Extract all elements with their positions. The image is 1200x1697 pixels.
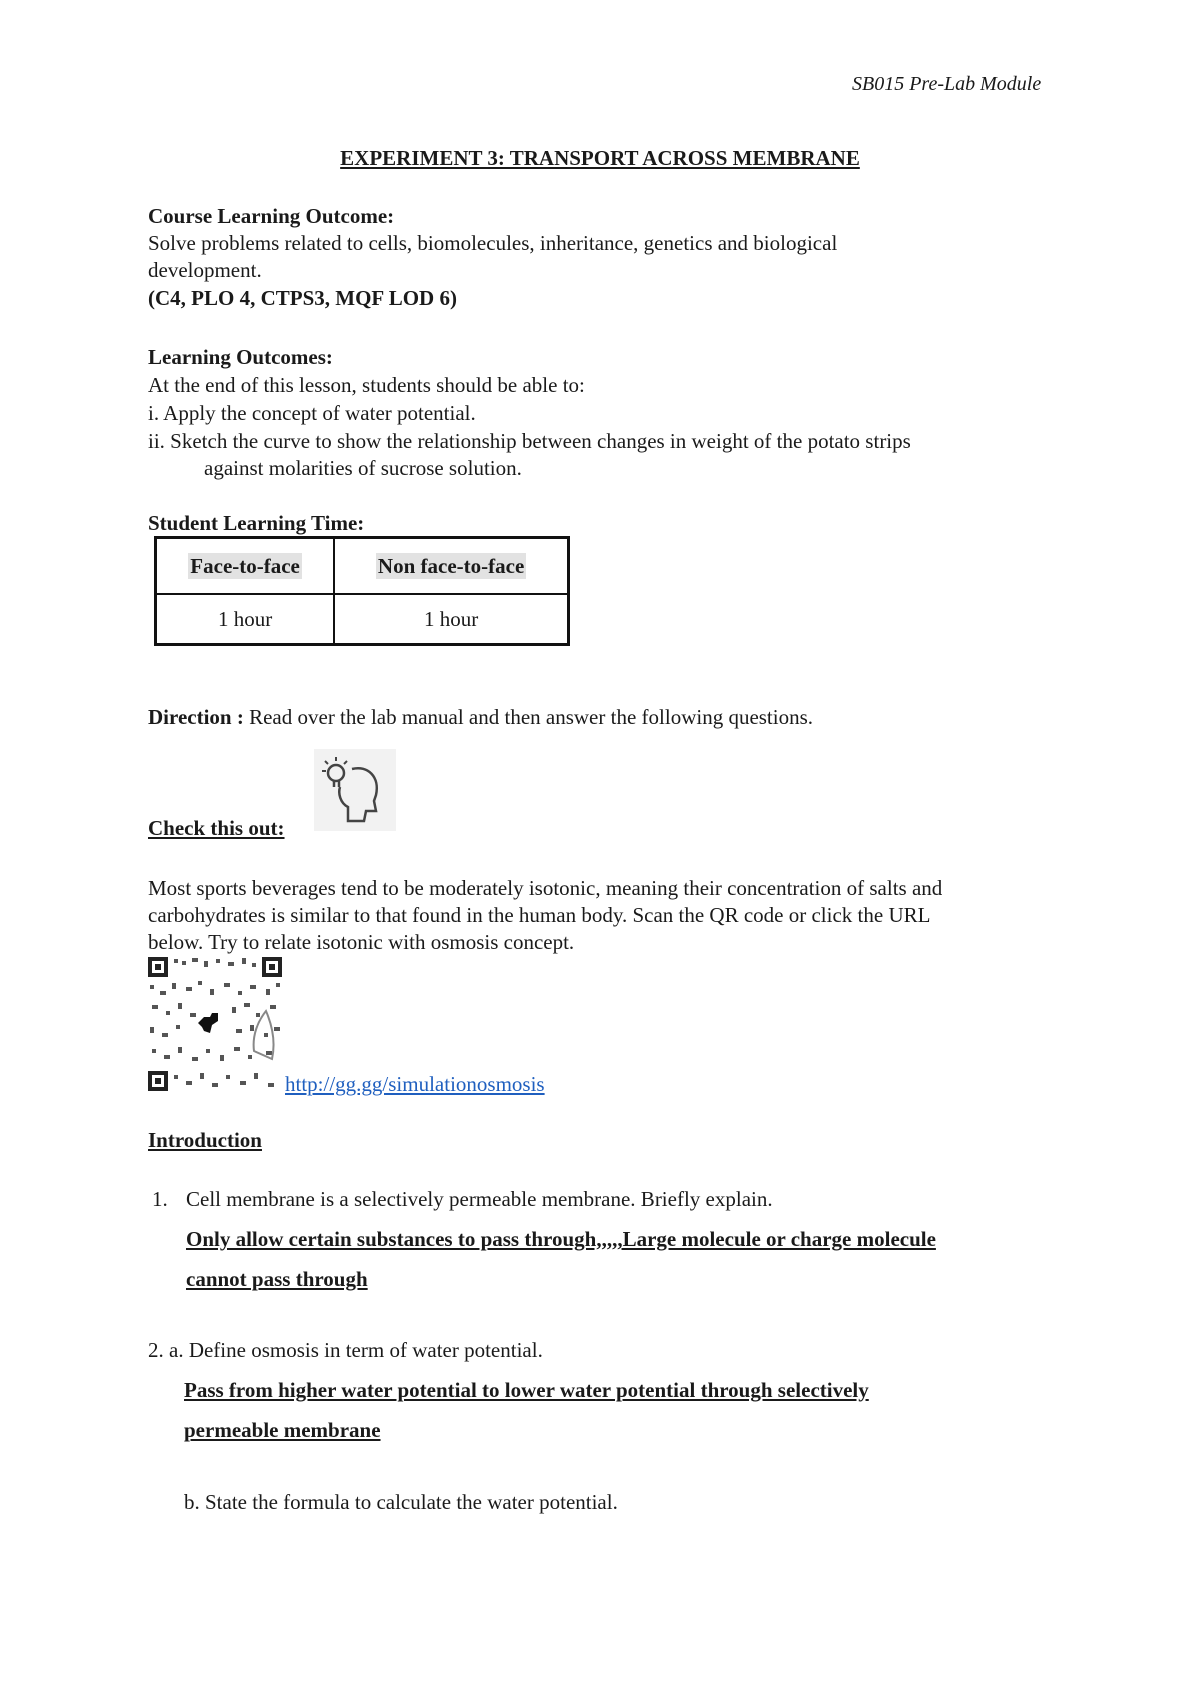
lo-intro: At the end of this lesson, students should be able to:	[148, 373, 585, 397]
lightbulb-head-svg	[314, 749, 396, 831]
check-para-line3: below. Try to relate isotonic with osmosis concept.	[148, 930, 575, 954]
slt-header-row	[156, 538, 569, 595]
slt-col1-value: 1 hour	[156, 594, 335, 645]
lo-heading: Learning Outcomes:	[148, 345, 333, 369]
lo-item-1: i. Apply the concept of water potential.	[148, 401, 476, 425]
a1-line2: cannot pass through	[186, 1267, 368, 1291]
clo-heading: Course Learning Outcome:	[148, 204, 395, 228]
q2b-text: b. State the formula to calculate the water potential.	[184, 1490, 618, 1514]
slt-heading: Student Learning Time:	[148, 511, 365, 535]
q1-number: 1.	[152, 1187, 168, 1211]
qr-code-svg	[146, 955, 284, 1093]
page-title: EXPERIMENT 3: TRANSPORT ACROSS MEMBRANE	[340, 146, 860, 170]
direction-line	[148, 705, 813, 730]
a2-line2: permeable membrane	[184, 1418, 381, 1442]
slt-col2-header: Non face-to-face	[377, 553, 525, 578]
page-header: SB015 Pre-Lab Module	[852, 73, 1042, 95]
direction-label: Direction :	[148, 705, 244, 729]
q2a-text: 2. a. Define osmosis in term of water potential.	[148, 1338, 543, 1362]
slt-table	[154, 536, 570, 646]
q1-text: Cell membrane is a selectively permeable membrane. Briefly explain.	[186, 1187, 773, 1211]
lo-item-2-line2: against molarities of sucrose solution.	[204, 456, 522, 480]
direction-text: Read over the lab manual and then answer the following questions.	[243, 705, 814, 729]
clo-text-line1: Solve problems related to cells, biomolecules, inheritance, genetics and biological	[148, 231, 838, 255]
slt-value-row	[156, 594, 569, 645]
simulation-link[interactable]: http://gg.gg/simulationosmosis	[285, 1072, 545, 1096]
slt-col1-header-cell	[156, 538, 335, 595]
a2-line1: Pass from higher water potential to lower water potential through selectively	[184, 1378, 869, 1402]
slt-col2-header-cell	[334, 538, 568, 595]
check-para-line1: Most sports beverages tend to be moderately isotonic, meaning their concentration of salts and	[148, 876, 943, 900]
lightbulb-head-icon	[314, 749, 396, 831]
qr-code[interactable]	[146, 955, 284, 1093]
slt-col2-value: 1 hour	[334, 594, 568, 645]
a1-line1: Only allow certain substances to pass through,,,,,Large molecule or charge molecule	[186, 1227, 936, 1251]
check-heading: Check this out:	[148, 816, 285, 840]
slt-col1-header: Face-to-face	[190, 553, 300, 578]
clo-text-line2: development.	[148, 258, 262, 282]
intro-heading: Introduction	[148, 1128, 262, 1152]
check-para-line2: carbohydrates is similar to that found in the human body. Scan the QR code or click the URL	[148, 903, 931, 927]
lo-item-2-line1: ii. Sketch the curve to show the relationship between changes in weight of the potato strips	[148, 429, 911, 453]
clo-codes: (C4, PLO 4, CTPS3, MQF LOD 6)	[148, 286, 457, 310]
